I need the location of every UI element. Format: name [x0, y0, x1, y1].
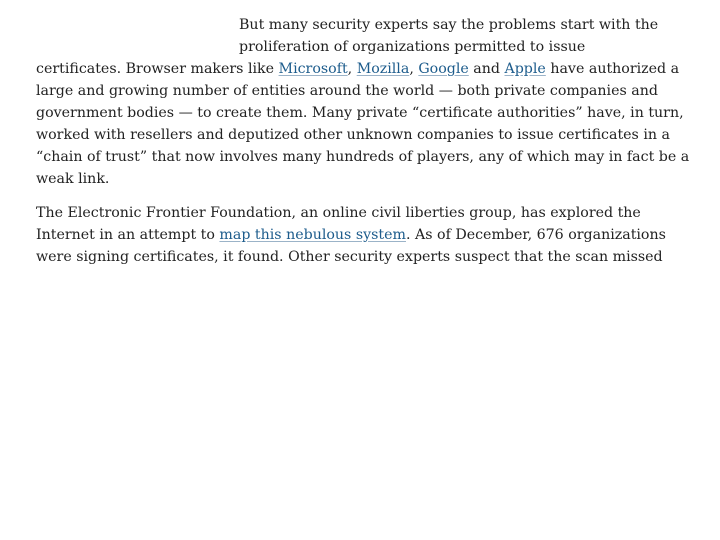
paragraph-line: The Electronic Frontier Foundation, an online civil liberties group, has explored the [36, 205, 641, 221]
paragraph-line: were signing certificates, it found. Other security experts suspect that the scan missed [36, 249, 663, 265]
article-paragraph-1 [36, 14, 690, 190]
paragraph-line: government bodies — to create them. Many private “certificate authorities” have, in turn, [36, 105, 684, 121]
paragraph-line: “chain of trust” that now involves many hundreds of players, any of which may in fact be a [36, 149, 690, 165]
photo-caption [36, 0, 226, 1]
link-mozilla[interactable]: Mozilla [356, 61, 410, 77]
caption-line [36, 0, 226, 1]
paragraph-line: weak link. [36, 171, 110, 187]
link-map-nebulous-system[interactable]: map this nebulous system [219, 227, 406, 243]
link-google[interactable]: Google [418, 61, 469, 77]
link-microsoft[interactable]: Microsoft [278, 61, 348, 77]
paragraph-line: But many security experts say the problems start with the [239, 17, 659, 33]
paragraph-line-with-link: Internet in an attempt to map this nebulous system. As of December, 676 organizations [36, 227, 666, 243]
link-apple[interactable]: Apple [504, 61, 546, 77]
paragraph-line: worked with resellers and deputized other unknown companies to issue certificates in a [36, 127, 670, 143]
paragraph-line: proliferation of organizations permitted to issue [239, 39, 586, 55]
article-paragraph-2 [36, 202, 666, 268]
paragraph-line: large and growing number of entities around the world — both private companies and [36, 83, 658, 99]
paragraph-line-with-links: certificates. Browser makers like Microsoft, Mozilla, Google and Apple have authorized a [36, 61, 680, 77]
